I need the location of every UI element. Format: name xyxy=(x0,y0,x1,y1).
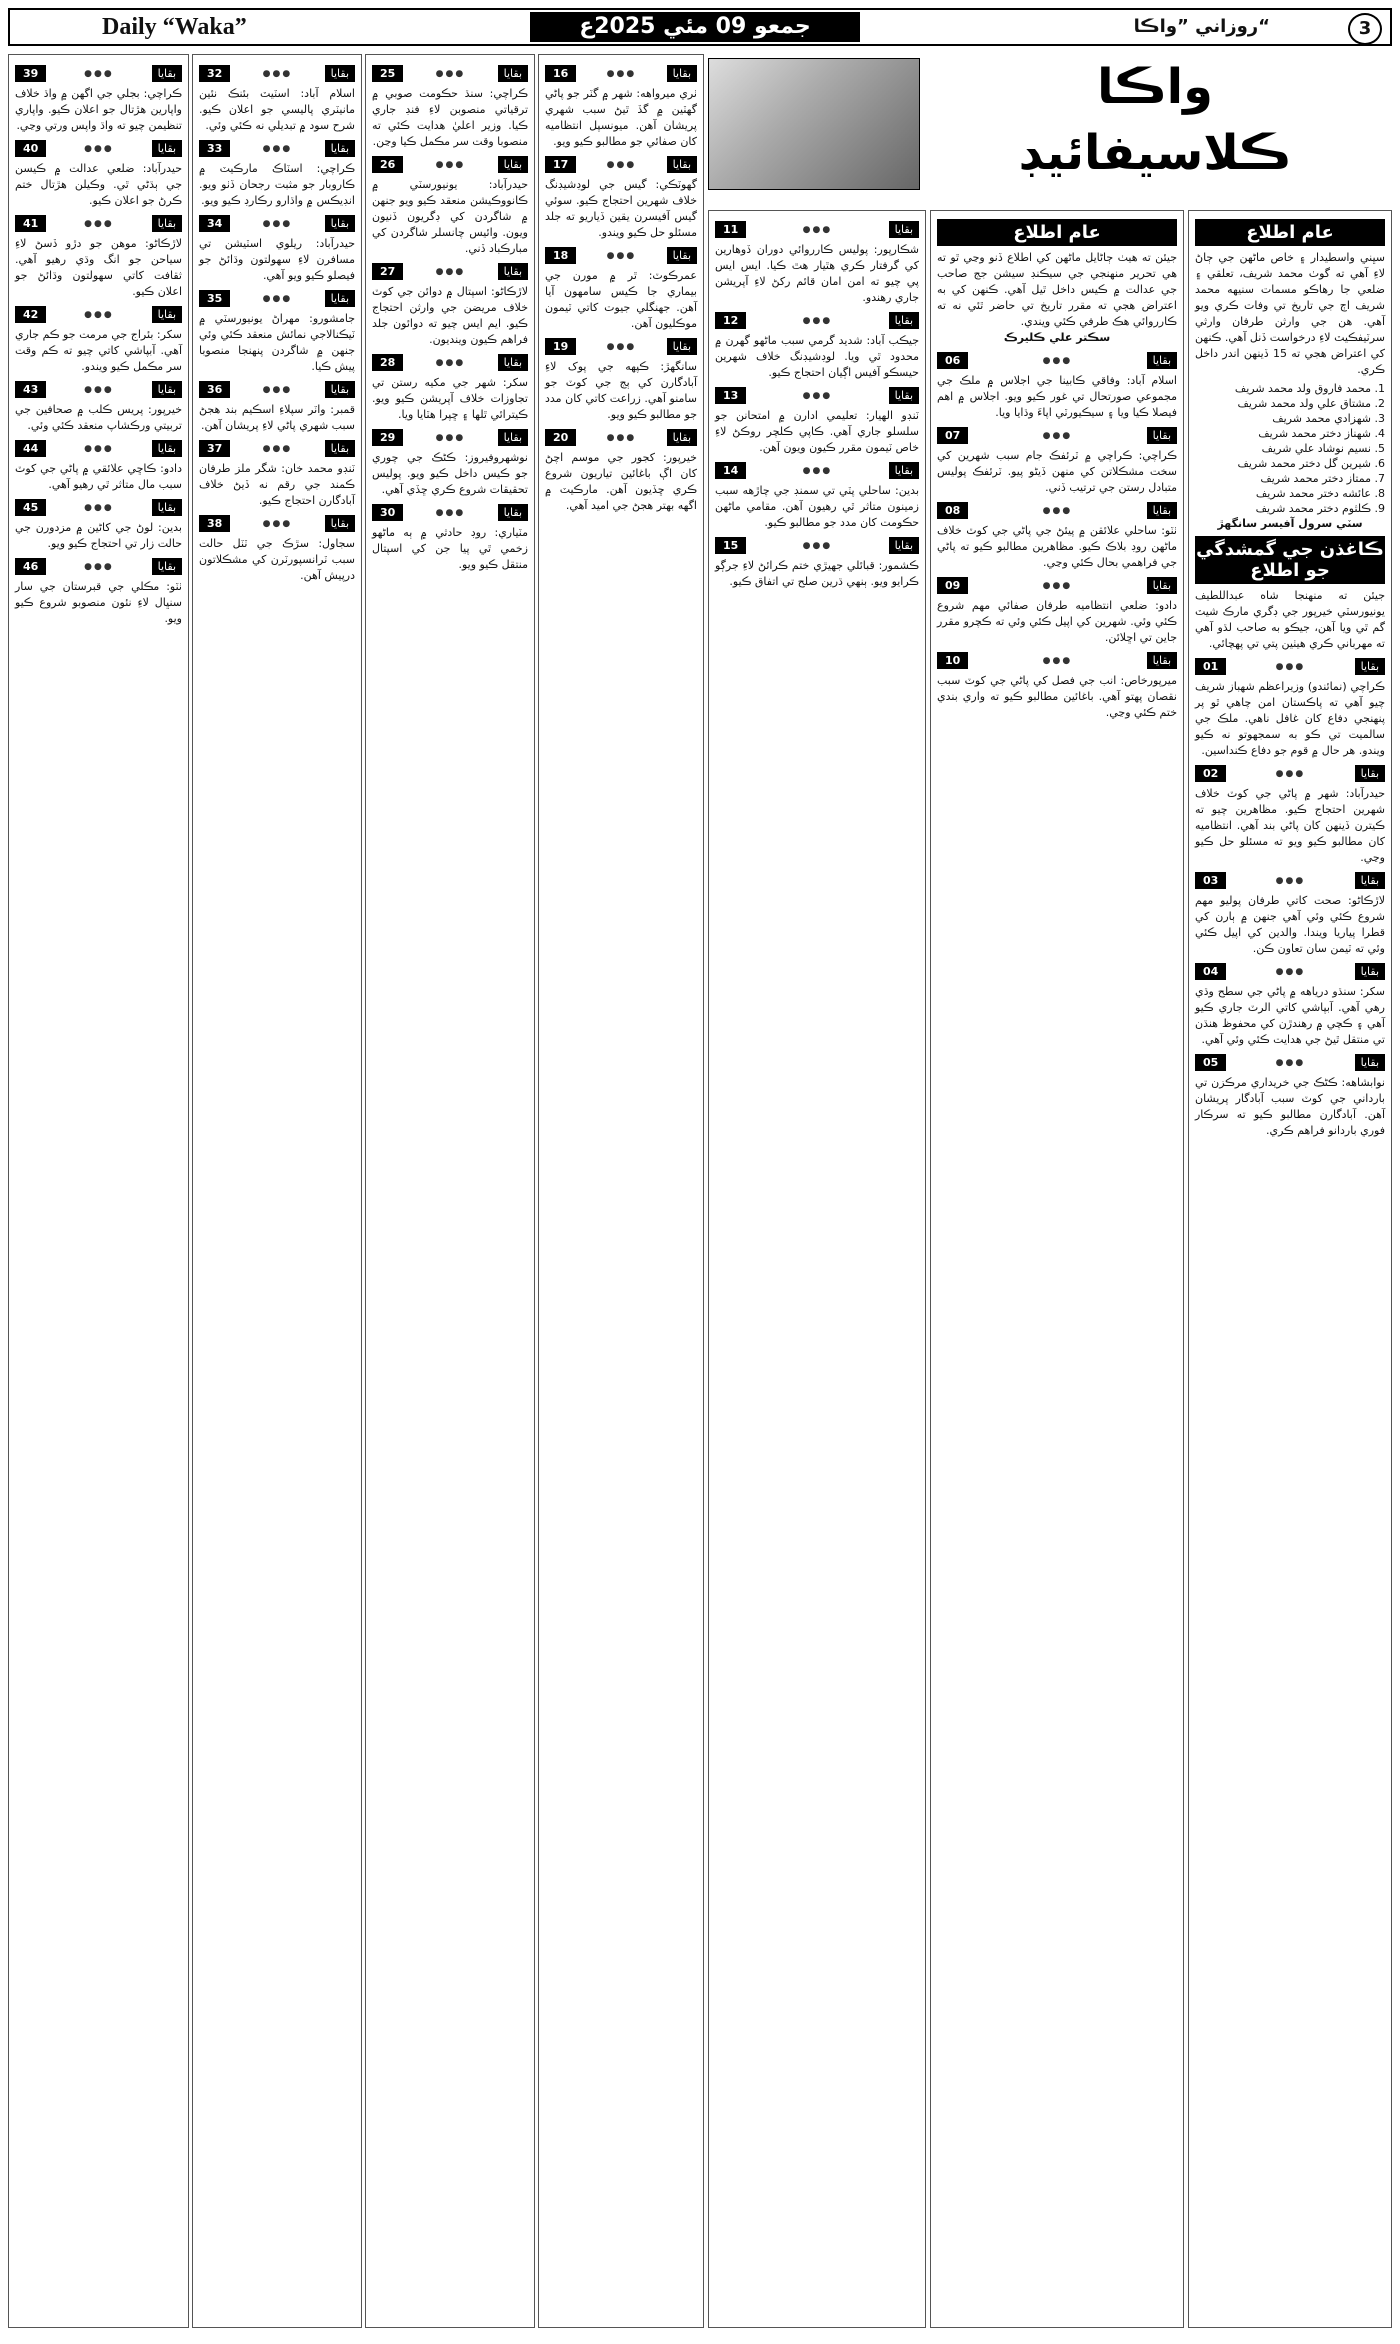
ad-text: جيڪب آباد: شديد گرمي سبب ماڻهو گهرن ۾ محدود ٿي ويا. لوڊشيڊنگ خلاف شهرين حيسڪو آفيس اڳيان احتجاج ڪيو. xyxy=(715,334,919,379)
ad-dots: ●●● xyxy=(1275,1057,1306,1068)
ad-number: 10 xyxy=(937,652,968,669)
ad-text: جامشورو: مهراڻ يونيورسٽي ۾ ٽيڪنالاجي نمائش منعقد ڪئي وئي جنهن ۾ شاگردن پنهنجا منصوبا پيش ڪيا. xyxy=(199,312,355,373)
ad-number: 45 xyxy=(15,499,46,516)
ad-text: ٺري ميرواهه: شهر ۾ گٽر جو پاڻي گهٽين ۾ گڏ ٿيڻ سبب شهري پريشان آهن. ميونسپل انتظاميه کان صفائي جو مطالبو ڪيو ويو. xyxy=(545,87,697,148)
ad-text: ٺٽو: ساحلي علائقن ۾ پيئڻ جي پاڻي جي کوٽ خلاف ماڻهن روڊ بلاڪ ڪيو. مظاهرين مطالبو ڪيو ته پاڻي جي فراهمي بحال ڪئي وڃي. xyxy=(937,524,1177,569)
ad-dots: ●●● xyxy=(1042,505,1073,516)
column-notices-right xyxy=(1188,210,1392,2328)
ad-header xyxy=(15,558,182,575)
ad-header xyxy=(15,140,182,157)
ad-header xyxy=(15,215,182,232)
ad-label: بقايا xyxy=(152,558,182,575)
ad-label: بقايا xyxy=(152,306,182,323)
ad-label: بقايا xyxy=(325,515,355,532)
brand-title-line2: ڪلاسيفائيڊ xyxy=(1018,125,1292,181)
ad-header xyxy=(372,504,528,521)
ad-text: نوابشاهه: ڪڻڪ جي خريداري مرڪزن تي بارداني جي کوٽ سبب آبادگار پريشان آهن. آبادگارن مطالبو ڪيو ته سرڪار فوري باردانو فراهم ڪري. xyxy=(1195,1076,1385,1137)
ad-label: بقايا xyxy=(667,65,697,82)
ad-header xyxy=(15,499,182,516)
ad-text: حيدرآباد: يونيورسٽي ۾ ڪانووڪيشن منعقد ڪيو ويو جنهن ۾ شاگردن کي ڊگريون ڏنيون ويون. وائيس چانسلر شاگردن کي مبارڪباد ڏني. xyxy=(372,178,528,255)
ad-header xyxy=(199,215,355,232)
ad-text: حيدرآباد: ريلوي اسٽيشن تي مسافرن لاءِ سهولتون وڌائڻ جو فيصلو ڪيو ويو آهي. xyxy=(199,237,355,282)
column-6 xyxy=(192,54,362,2328)
ad-label: بقايا xyxy=(1147,427,1177,444)
ad-dots: ●●● xyxy=(606,68,637,79)
ad-dots: ●●● xyxy=(606,159,637,170)
ad-text: خيرپور: پريس ڪلب ۾ صحافين جي تربيتي ورڪشاپ منعقد ڪئي وئي. xyxy=(15,403,182,432)
ad-text: ڪراچي: سنڌ حڪومت صوبي ۾ ترقياتي منصوبن لاءِ فنڊ جاري ڪيا. وزير اعليٰ هدايت ڪئي ته منصوبا وقت سر مڪمل ڪيا وڃن. xyxy=(372,87,528,148)
ad-dots: ●●● xyxy=(606,341,637,352)
ad-dots: ●●● xyxy=(435,432,466,443)
notice3-head: ڪاغذن جي گمشدگي جو اطلاع xyxy=(1195,536,1385,584)
recipient-item: 9. ڪلثوم دختر محمد شريف xyxy=(1255,502,1385,515)
classified-brand xyxy=(708,54,1392,204)
ad-number: 30 xyxy=(372,504,403,521)
notice3-text: جيئن ته منهنجا شاه عبداللطيف يونيورسٽي خيرپور جي ڊگري مارڪ شيٽ گم ٿي ويا آهن، جيڪو به صاحب لڌو آهي ته مهرباني ڪري هيٺين پتي تي پهچائي. xyxy=(1195,589,1385,650)
ad-header xyxy=(545,247,697,264)
ad-label: بقايا xyxy=(498,156,528,173)
ad-label: بقايا xyxy=(1355,1054,1385,1071)
ad-text: ڪراچي (نمائندو) وزيراعظم شهباز شريف چيو آهي ته پاڪستان امن چاهي ٿو پر پنهنجي دفاع کان غافل ناهي. ملڪ جي سالميت تي ڪو به سمجهوتو نه ڪيو ويندو. هر حال ۾ قوم جو دفاع ڪنداسين. xyxy=(1195,680,1385,757)
ad-header xyxy=(715,387,919,404)
ad-dots: ●●● xyxy=(84,443,114,454)
ad-number: 14 xyxy=(715,462,746,479)
ad-header xyxy=(715,221,919,238)
ad-text: ٽنڊو محمد خان: شگر ملز طرفان ڪمند جي رقم نه ڏيڻ خلاف آبادگارن احتجاج ڪيو. xyxy=(199,462,355,507)
notice1-recipients xyxy=(1195,381,1385,516)
ad-text: اسلام آباد: اسٽيٽ بئنڪ نئين مانيٽري پاليسي جو اعلان ڪيو. شرح سود ۾ تبديلي نه ڪئي وئي. xyxy=(199,87,355,132)
ad-label: بقايا xyxy=(325,215,355,232)
ad-header xyxy=(937,427,1177,444)
column-notices-mid xyxy=(930,210,1184,2328)
ad-number: 03 xyxy=(1195,872,1226,889)
recipient-item: 6. شيرين گل دختر محمد شريف xyxy=(1237,457,1385,470)
ad-label: بقايا xyxy=(1147,652,1177,669)
ad-text: سکر: سنڌو درياهه ۾ پاڻي جي سطح وڌي رهي آهي. آبپاشي کاتي الرٽ جاري ڪيو آهي ۽ ڪچي ۾ رهندڙن کي محفوظ هنڌن تي منتقل ٿيڻ جي هدايت ڪئي وئي آهي. xyxy=(1195,985,1385,1046)
ad-label: بقايا xyxy=(498,354,528,371)
ad-text: ڪراچي: ڪراچي ۾ ٽرئفڪ جام سبب شهرين کي سخت مشڪلاتن کي منهن ڏيڻو پيو. ٽرئفڪ پوليس متبادل رستن جي ترتيب ڏني. xyxy=(937,449,1177,494)
brand-photo-collage xyxy=(708,58,920,190)
ad-number: 38 xyxy=(199,515,230,532)
ad-dots: ●●● xyxy=(606,432,637,443)
masthead-date: جمعو 09 مئي 2025ع xyxy=(530,12,860,42)
ad-header xyxy=(372,263,528,280)
ad-header xyxy=(1195,1054,1385,1071)
ad-dots: ●●● xyxy=(802,465,833,476)
ad-header xyxy=(937,502,1177,519)
notice2-text: جيئن ته هيٺ ڄاڻايل ماڻهن کي اطلاع ڏنو وڃي ٿو ته هي تحرير منهنجي جي سيڪنڊ سيشن جج صاحب جي عدالت ۾ ڪيس داخل ٿيل آهي. ڪنهن کي به اعتراض هجي ته مقرر تاريخ تي حاضر ٿئي نه ته ڪارروائي هڪ طرفي ڪئي ويندي. xyxy=(937,251,1177,328)
ad-text: حيدرآباد: ضلعي عدالت ۾ ڪيسن جي ٻڌڻي ٿي. وڪيلن هڙتال ختم ڪرڻ جو اعلان ڪيو. xyxy=(15,162,182,207)
ad-number: 06 xyxy=(937,352,968,369)
ad-dots: ●●● xyxy=(435,357,466,368)
ad-header xyxy=(15,306,182,323)
ad-text: ڪراچي: اسٽاڪ مارڪيٽ ۾ ڪاروبار جو مثبت رجحان ڏٺو ويو. انڊيڪس ۾ واڌارو رڪارڊ ڪيو ويو. xyxy=(199,162,355,207)
ad-text: ٽنڊو الهيار: تعليمي ادارن ۾ امتحانن جو سلسلو جاري آهي. ڪاپي ڪلچر روڪڻ لاءِ خاص ٽيمون مقرر ڪيون ويون آهن. xyxy=(715,409,919,454)
ad-text: لاڙڪاڻو: اسپتال ۾ دوائن جي کوٽ خلاف مريضن جي وارثن احتجاج ڪيو. ايم ايس چيو ته دوائون جلد فراهم ڪيون وينديون. xyxy=(372,285,528,346)
notice1-text: سڀني واسطيدار ۽ خاص ماڻهن جي ڄاڻ لاءِ آهي ته گوٺ محمد شريف، تعلقي ۽ ضلعي جا رهاڪو مسمات سنيهه محمد شريف اڄ جي تاريخ تي وفات ڪري ويو آهي. هن جي وارثن طرفان وارثي سرٽيفڪيٽ لاءِ درخواست ڏنل آهي. ڪنهن کي اعتراض هجي ته 15 ڏينهن اندر داخل ڪري. xyxy=(1195,251,1385,376)
ad-number: 16 xyxy=(545,65,576,82)
ad-number: 02 xyxy=(1195,765,1226,782)
newspaper-page xyxy=(8,8,1392,2328)
ad-header xyxy=(372,429,528,446)
ad-header xyxy=(1195,658,1385,675)
ad-dots: ●●● xyxy=(1042,580,1073,591)
ad-number: 01 xyxy=(1195,658,1226,675)
ad-header xyxy=(199,65,355,82)
ad-label: بقايا xyxy=(1355,765,1385,782)
ad-dots: ●●● xyxy=(262,218,293,229)
ad-label: بقايا xyxy=(325,140,355,157)
notice1-footer: سٽي سرول آفيسر سانگهڙ xyxy=(1217,517,1363,530)
ad-header xyxy=(15,381,182,398)
ad-text: عمرڪوٽ: ٿر ۾ مورن جي بيماري جا ڪيس سامهون آيا آهن. جهنگلي جيوت کاتي ٽيمون موڪليون آهن. xyxy=(545,269,697,330)
ad-header xyxy=(15,65,182,82)
ad-number: 26 xyxy=(372,156,403,173)
ad-dots: ●●● xyxy=(84,68,114,79)
ad-dots: ●●● xyxy=(84,309,114,320)
ad-text: بدين: لوڻ جي کاڻين ۾ مزدورن جي حالت زار تي احتجاج ڪيو ويو. xyxy=(15,521,182,550)
ad-dots: ●●● xyxy=(1042,655,1073,666)
masthead xyxy=(8,8,1392,46)
ad-text: لاڙڪاڻو: موهن جو دڙو ڏسڻ لاءِ سياحن جو انگ وڌي رهيو آهي. ثقافت کاتي سهولتون وڌائڻ جو اعلان ڪيو. xyxy=(15,237,182,298)
page-number: 3 xyxy=(1348,13,1382,45)
ad-dots: ●●● xyxy=(84,502,114,513)
ad-dots: ●●● xyxy=(1275,966,1306,977)
ad-label: بقايا xyxy=(667,156,697,173)
ad-number: 28 xyxy=(372,354,403,371)
ad-header xyxy=(937,352,1177,369)
ad-text: گهوٽڪي: گيس جي لوڊشيڊنگ خلاف شهرين احتجاج ڪيو. سوئي گيس آفيسرن يقين ڏياريو ته جلد مسئلو حل ڪيو ويندو. xyxy=(545,178,697,239)
ad-text: سکر: شهر جي مکيه رستن تي تجاوزات خلاف آپريشن ڪيو ويو. ڪيترائي ٿلها ۽ ڇپرا هٽايا ويا. xyxy=(372,376,528,421)
ad-label: بقايا xyxy=(667,247,697,264)
ad-header xyxy=(545,65,697,82)
ad-label: بقايا xyxy=(498,65,528,82)
recipient-item: 7. ممتاز دختر محمد شريف xyxy=(1260,472,1385,485)
ad-header xyxy=(199,515,355,532)
ad-label: بقايا xyxy=(889,221,919,238)
ad-number: 32 xyxy=(199,65,230,82)
ad-label: بقايا xyxy=(1355,963,1385,980)
column-3 xyxy=(708,210,926,2328)
ad-number: 12 xyxy=(715,312,746,329)
ad-header xyxy=(715,537,919,554)
ad-text: حيدرآباد: شهر ۾ پاڻي جي کوٽ خلاف شهرين احتجاج ڪيو. مظاهرين چيو ته ڪيترن ڏينهن کان پاڻي بند آهي. انتظاميه کان مطالبو ڪيو ويو ته مسئلو حل ڪيو وڃي. xyxy=(1195,787,1385,864)
ad-label: بقايا xyxy=(325,290,355,307)
ad-header xyxy=(715,312,919,329)
ad-number: 20 xyxy=(545,429,576,446)
ad-dots: ●●● xyxy=(1275,661,1306,672)
ad-header xyxy=(372,354,528,371)
brand-title-line1: واڪا xyxy=(1097,59,1213,115)
ad-number: 37 xyxy=(199,440,230,457)
ad-number: 34 xyxy=(199,215,230,232)
ad-label: بقايا xyxy=(889,387,919,404)
ad-dots: ●●● xyxy=(802,315,833,326)
ad-label: بقايا xyxy=(498,263,528,280)
ad-number: 33 xyxy=(199,140,230,157)
ad-label: بقايا xyxy=(152,499,182,516)
column-5 xyxy=(365,54,535,2328)
ad-text: سانگهڙ: ڪپهه جي پوک لاءِ آبادگارن کي ٻج جي کوٽ جو سامنو آهي. زراعت کاتي کان مدد جو مطالبو ڪيو ويو. xyxy=(545,360,697,421)
ad-text: بدين: ساحلي پٽي تي سمنڊ جي چاڙهه سبب زمينون متاثر ٿي رهيون آهن. مقامي ماڻهن حڪومت کان مدد جو مطالبو ڪيو. xyxy=(715,484,919,529)
masthead-title-en: Daily “Waka” xyxy=(102,13,247,40)
ad-text: دادو: ضلعي انتظاميه طرفان صفائي مهم شروع ڪئي وئي. شهرين کي اپيل ڪئي وئي ته ڪچرو مقرر جاين تي اڇلائن. xyxy=(937,599,1177,644)
ad-number: 15 xyxy=(715,537,746,554)
ad-number: 13 xyxy=(715,387,746,404)
ad-label: بقايا xyxy=(1147,352,1177,369)
ad-label: بقايا xyxy=(498,504,528,521)
ad-number: 18 xyxy=(545,247,576,264)
ad-header xyxy=(937,577,1177,594)
ad-text: ميرپورخاص: انب جي فصل کي پاڻي جي کوٽ سبب نقصان پهتو آهي. باغائين مطالبو ڪيو ته واري بندي ختم ڪئي وڃي. xyxy=(937,674,1177,719)
recipient-item: 4. شهناز دختر محمد شريف xyxy=(1258,427,1385,440)
ad-text: مٽياري: روڊ حادثي ۾ ٻه ماڻهو زخمي ٿي پيا جن کي اسپتال منتقل ڪيو ويو. xyxy=(372,526,528,571)
ad-number: 39 xyxy=(15,65,46,82)
ad-number: 04 xyxy=(1195,963,1226,980)
ad-header xyxy=(199,290,355,307)
columns-area xyxy=(8,54,1392,2328)
ad-number: 27 xyxy=(372,263,403,280)
ad-number: 17 xyxy=(545,156,576,173)
ad-text: سجاول: سڙڪ جي ٽٽل حالت سبب ٽرانسپورٽرن کي مشڪلاتون درپيش آهن. xyxy=(199,537,355,582)
ad-header xyxy=(199,440,355,457)
ad-label: بقايا xyxy=(889,537,919,554)
ad-label: بقايا xyxy=(889,462,919,479)
ad-text: خيرپور: کجور جي موسم اچڻ کان اڳ باغائين تياريون شروع ڪري ڇڏيون آهن. مارڪيٽ ۾ اگهه بهتر هجڻ جي اميد آهي. xyxy=(545,451,697,512)
ad-dots: ●●● xyxy=(435,68,466,79)
ad-dots: ●●● xyxy=(606,250,637,261)
notice1-head: عام اطلاع xyxy=(1195,219,1385,246)
ad-number: 05 xyxy=(1195,1054,1226,1071)
ad-dots: ●●● xyxy=(84,218,114,229)
ad-dots: ●●● xyxy=(262,143,293,154)
ad-dots: ●●● xyxy=(802,390,833,401)
column-4 xyxy=(538,54,704,2328)
ad-label: بقايا xyxy=(325,381,355,398)
ad-label: بقايا xyxy=(1355,872,1385,889)
ad-number: 11 xyxy=(715,221,746,238)
ad-header xyxy=(1195,765,1385,782)
ad-dots: ●●● xyxy=(262,293,293,304)
ad-dots: ●●● xyxy=(802,540,833,551)
ad-number: 40 xyxy=(15,140,46,157)
ad-number: 25 xyxy=(372,65,403,82)
recipient-item: 8. عائشه دختر محمد شريف xyxy=(1255,487,1385,500)
ad-text: ڪراچي: بجلي جي اگهن ۾ واڌ خلاف واپارين هڙتال جو اعلان ڪيو. واپاري تنظيمن چيو ته واڌ واپس ورتي وڃي. xyxy=(15,87,182,132)
ad-dots: ●●● xyxy=(84,561,114,572)
ad-dots: ●●● xyxy=(84,384,114,395)
ad-header xyxy=(372,156,528,173)
ad-label: بقايا xyxy=(498,429,528,446)
ad-dots: ●●● xyxy=(435,507,466,518)
ad-text: دادو: ڪاڇي علائقي ۾ پاڻي جي کوٽ سبب مال متاثر ٿي رهيو آهي. xyxy=(15,462,182,491)
ad-label: بقايا xyxy=(667,338,697,355)
notice2-head: عام اطلاع xyxy=(937,219,1177,246)
ad-label: بقايا xyxy=(325,440,355,457)
ad-header xyxy=(1195,872,1385,889)
ad-text: اسلام آباد: وفاقي ڪابينا جي اجلاس ۾ ملڪ جي مجموعي صورتحال تي غور ڪيو ويو. اجلاس ۾ اهم فيصلا ڪيا ويا ۽ سيڪيورٽي اپاءَ وڌايا ويا. xyxy=(937,374,1177,419)
ad-header xyxy=(715,462,919,479)
ad-dots: ●●● xyxy=(262,68,293,79)
ad-dots: ●●● xyxy=(1275,768,1306,779)
ad-number: 41 xyxy=(15,215,46,232)
ad-label: بقايا xyxy=(1147,577,1177,594)
ad-number: 43 xyxy=(15,381,46,398)
ad-text: لاڙڪاڻو: صحت کاتي طرفان پوليو مهم شروع ڪئي وئي آهي جنهن ۾ ٻارن کي قطرا پياريا ويندا. والدين کي اپيل ڪئي وئي ته ٽيمن سان تعاون ڪن. xyxy=(1195,894,1385,955)
column-7 xyxy=(8,54,189,2328)
ad-header xyxy=(545,429,697,446)
ad-dots: ●●● xyxy=(84,143,114,154)
recipient-item: 1. محمد فاروق ولد محمد شريف xyxy=(1234,382,1385,395)
ad-label: بقايا xyxy=(152,381,182,398)
ad-number: 19 xyxy=(545,338,576,355)
ad-number: 29 xyxy=(372,429,403,446)
ad-label: بقايا xyxy=(667,429,697,446)
ad-header xyxy=(372,65,528,82)
brand-title xyxy=(920,54,1390,194)
ad-header xyxy=(937,652,1177,669)
ad-dots: ●●● xyxy=(1275,875,1306,886)
ad-number: 44 xyxy=(15,440,46,457)
notice2-footer: سڪتر علي ڪليرڪ xyxy=(1003,331,1111,344)
ad-header xyxy=(545,156,697,173)
ad-dots: ●●● xyxy=(435,266,466,277)
ad-label: بقايا xyxy=(152,140,182,157)
ad-number: 46 xyxy=(15,558,46,575)
ad-dots: ●●● xyxy=(262,443,293,454)
ad-number: 35 xyxy=(199,290,230,307)
ad-number: 42 xyxy=(15,306,46,323)
ad-text: قمبر: واٽر سپلاءِ اسڪيم بند هجڻ سبب شهري پاڻي لاءِ پريشان آهن. xyxy=(199,403,355,432)
ad-dots: ●●● xyxy=(802,224,833,235)
ad-text: شڪارپور: پوليس ڪارروائي دوران ڏوهارين کي گرفتار ڪري هٿيار هٿ ڪيا. ايس ايس پي چيو ته امن امان قائم رکڻ لاءِ آپريشن جاري رهندو. xyxy=(715,243,919,304)
ad-header xyxy=(199,381,355,398)
recipient-item: 2. مشتاق علي ولد محمد شريف xyxy=(1237,397,1385,410)
ad-label: بقايا xyxy=(1355,658,1385,675)
ad-dots: ●●● xyxy=(1042,430,1073,441)
ad-header xyxy=(15,440,182,457)
ad-text: ٺٽو: مڪلي جي قبرستان جي سار سنڀال لاءِ نئون منصوبو شروع ڪيو ويو. xyxy=(15,580,182,625)
ad-label: بقايا xyxy=(1147,502,1177,519)
ad-number: 36 xyxy=(199,381,230,398)
ad-header xyxy=(199,140,355,157)
ad-number: 09 xyxy=(937,577,968,594)
ad-label: بقايا xyxy=(152,215,182,232)
recipient-item: 5. نسيم نوشاد علي شريف xyxy=(1261,442,1385,455)
ad-dots: ●●● xyxy=(435,159,466,170)
ad-dots: ●●● xyxy=(262,518,293,529)
ad-number: 07 xyxy=(937,427,968,444)
ad-header xyxy=(545,338,697,355)
ad-label: بقايا xyxy=(152,440,182,457)
recipient-item: 3. شهزادي محمد شريف xyxy=(1272,412,1385,425)
ad-header xyxy=(1195,963,1385,980)
ad-label: بقايا xyxy=(325,65,355,82)
ad-text: سکر: بئراج جي مرمت جو ڪم جاري آهي. آبپاشي کاتي چيو ته ڪم وقت سر مڪمل ڪيو ويندو. xyxy=(15,328,182,373)
ad-label: بقايا xyxy=(152,65,182,82)
masthead-title-ur: روزاني ”واڪا“ xyxy=(1133,16,1270,37)
ad-number: 08 xyxy=(937,502,968,519)
ad-label: بقايا xyxy=(889,312,919,329)
ad-text: نوشهروفيروز: ڪڻڪ جي چوري جو ڪيس داخل ڪيو ويو. پوليس تحقيقات شروع ڪري ڇڏي آهي. xyxy=(372,451,528,496)
ad-text: ڪشمور: قبائلي جهيڙي ختم ڪرائڻ لاءِ جرڳو ڪرايو ويو. ٻنهي ڌرين صلح تي اتفاق ڪيو. xyxy=(715,559,919,588)
ad-dots: ●●● xyxy=(1042,355,1073,366)
ad-dots: ●●● xyxy=(262,384,293,395)
